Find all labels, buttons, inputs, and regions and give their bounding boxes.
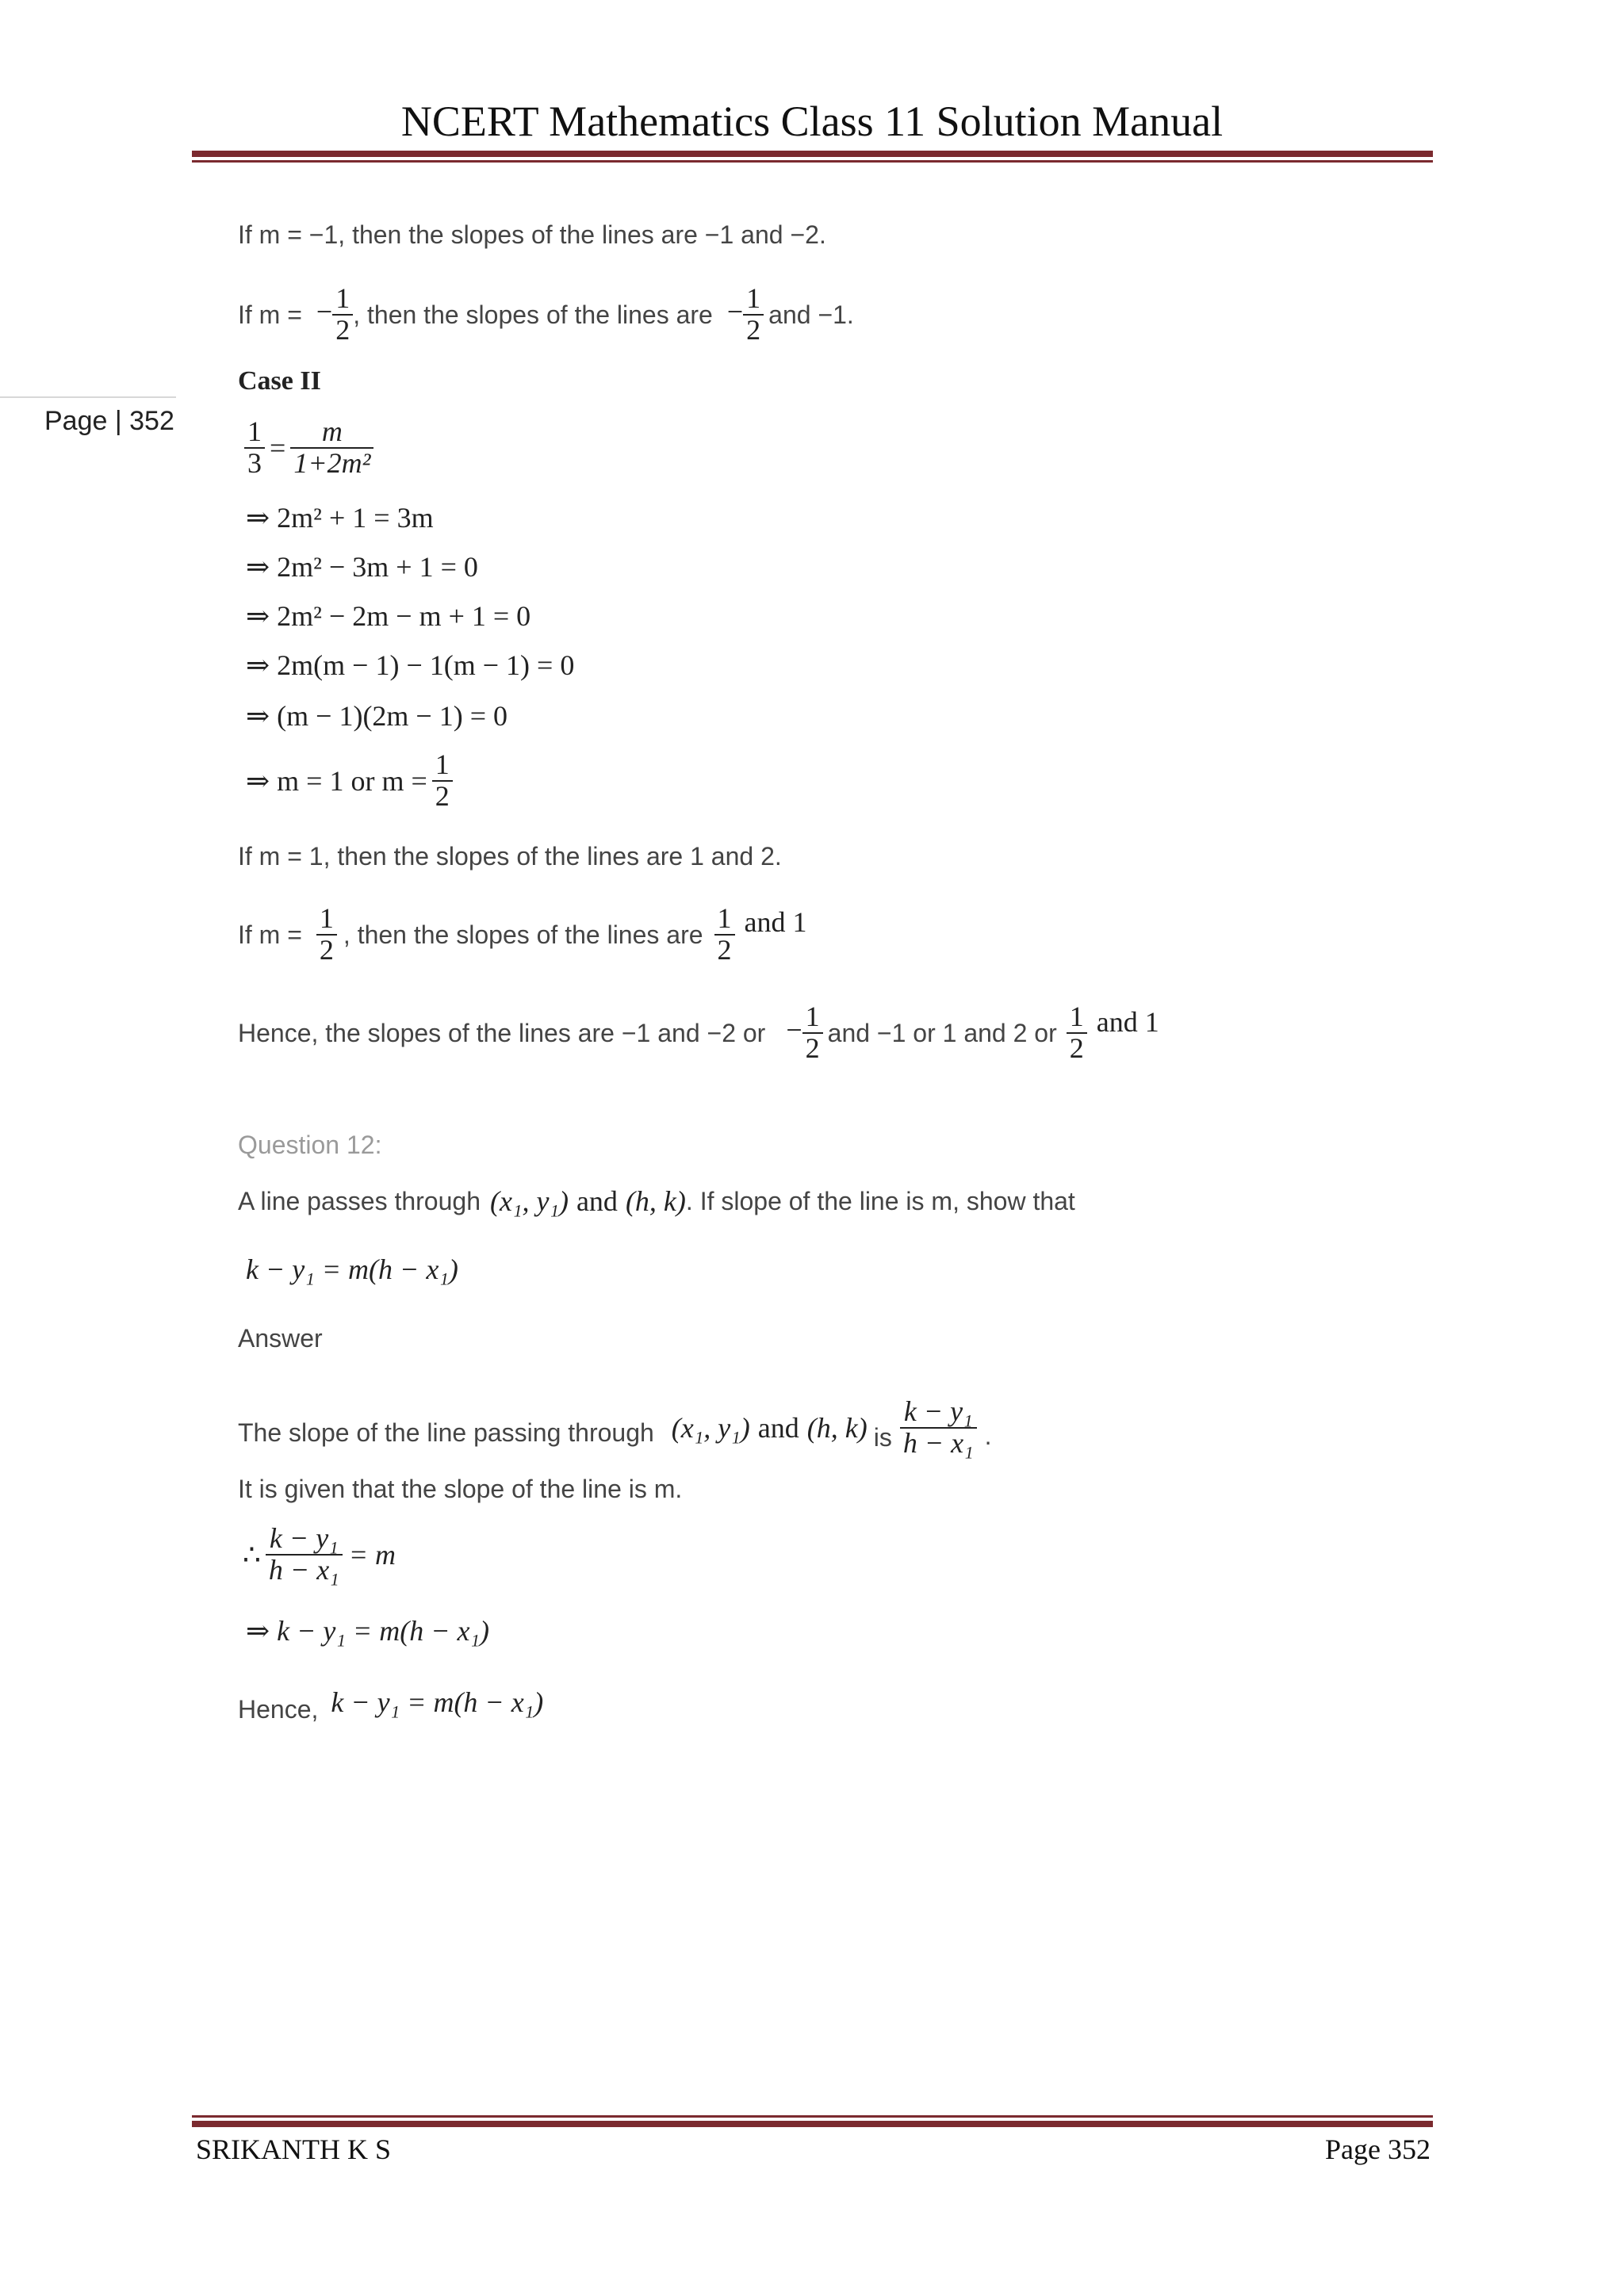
text: Hence, the slopes of the lines are −1 and −2 or (238, 1018, 766, 1047)
question-label: Question 12: (238, 1131, 382, 1159)
therefore: ∴ (243, 1538, 261, 1571)
den: 2 (432, 780, 453, 812)
frac-half (316, 904, 337, 966)
implies-eq: ⇒ k − y₁ = m(h − x₁) (246, 1615, 489, 1647)
frac-neg-half-2 (727, 284, 764, 346)
case2-eq5: ⇒ (m − 1)(2m − 1) = 0 (246, 700, 508, 732)
text: ⇒ m = 1 or m = (246, 764, 427, 797)
equals: = (270, 431, 286, 464)
minus: − (726, 296, 744, 328)
header-rule-thin (192, 160, 1433, 163)
den: 2 (332, 314, 353, 346)
text: and −1. (768, 300, 854, 329)
num: 1 (1069, 1001, 1084, 1033)
num: 1 (335, 282, 350, 315)
num: 1 (746, 282, 761, 315)
is: is (873, 1423, 892, 1452)
margin-page-label: Page | 352 (44, 406, 174, 436)
den: 2 (1067, 1032, 1087, 1064)
den: h − x₁ (266, 1554, 343, 1586)
den: h − x₁ (900, 1427, 977, 1459)
and-one: and 1 (744, 906, 807, 938)
minus: − (786, 1014, 802, 1047)
case2-line-mhalf (238, 891, 807, 978)
question-target-eq: k − y₁ = m(h − x₁) (246, 1253, 458, 1285)
answer-label: Answer (238, 1324, 323, 1353)
frac-half-3 (1067, 1002, 1087, 1064)
num: k − y₁ (903, 1395, 973, 1428)
case2-eq6 (246, 750, 453, 812)
den: 1+2m² (290, 447, 373, 479)
text: A line passes through (238, 1186, 481, 1215)
minus: − (316, 296, 333, 328)
point-2: (h, k) (625, 1185, 686, 1217)
answer-line-2: It is given that the slope of the line is m. (238, 1475, 683, 1503)
answer-line-1 (238, 1364, 992, 1459)
text: The slope of the line passing through (238, 1418, 654, 1447)
rhs: = m (348, 1538, 396, 1571)
hence-eq: k − y₁ = m(h − x₁) (331, 1686, 544, 1718)
header-rule (192, 151, 1433, 157)
page-title: NCERT Mathematics Class 11 Solution Manual (400, 98, 1224, 145)
footer-rule-thin (192, 2115, 1433, 2118)
frac-neg-half-3 (786, 1002, 822, 1064)
and: and (757, 1412, 799, 1444)
text: If m = (238, 300, 302, 329)
case2-line-m1: If m = 1, then the slopes of the lines are 1 and 2. (238, 842, 782, 871)
therefore-eq (243, 1524, 396, 1586)
question-text (238, 1184, 1075, 1218)
den: 2 (743, 314, 764, 346)
case1-line-m-neg-half (238, 271, 854, 358)
footer-author: SRIKANTH K S (196, 2133, 392, 2165)
case2-heading: Case II (238, 366, 321, 396)
frac-half-2 (714, 904, 735, 966)
text: and −1 or 1 and 2 or (827, 1018, 1057, 1047)
num: 1 (805, 1001, 820, 1033)
text: . If slope of the line is m, show that (685, 1186, 1075, 1215)
text: , then the slopes of the lines are (343, 920, 703, 949)
text: , then the slopes of the lines are (353, 300, 713, 329)
slope-frac (900, 1397, 977, 1459)
den: 2 (316, 934, 337, 966)
num: 1 (435, 748, 450, 780)
and: and (576, 1185, 618, 1217)
case2-hence (238, 989, 1159, 1077)
footer-page-number: Page 352 (1325, 2133, 1431, 2165)
num: 1 (247, 415, 262, 447)
frac-neg-half (316, 284, 353, 346)
case1-line-m-neg1: If m = −1, then the slopes of the lines are −1 and −2. (238, 220, 826, 249)
and-one: and 1 (1096, 1006, 1159, 1038)
point-1: (x₁, y₁) (489, 1185, 569, 1217)
text: Hence, (238, 1695, 319, 1724)
den: 2 (802, 1032, 823, 1064)
den: 3 (244, 447, 265, 479)
case2-eq2: ⇒ 2m² − 3m + 1 = 0 (246, 551, 478, 583)
case2-eq1: ⇒ 2m² + 1 = 3m (246, 502, 434, 534)
den: 2 (714, 934, 735, 966)
text: If m = (238, 920, 302, 949)
footer-rule (192, 2121, 1433, 2127)
num: k − y₁ (269, 1522, 339, 1554)
num: 1 (717, 902, 732, 935)
case2-eq3: ⇒ 2m² − 2m − m + 1 = 0 (246, 600, 531, 632)
case2-eq4: ⇒ 2m(m − 1) − 1(m − 1) = 0 (246, 649, 575, 681)
point-1: (x₁, y₁) (671, 1412, 750, 1444)
period: . (984, 1422, 992, 1450)
point-2: (h, k) (806, 1412, 868, 1444)
num: 1 (319, 902, 334, 935)
margin-rule (0, 396, 176, 398)
num: m (321, 415, 343, 447)
case2-eq0 (244, 417, 373, 479)
hence-line (238, 1679, 543, 1724)
